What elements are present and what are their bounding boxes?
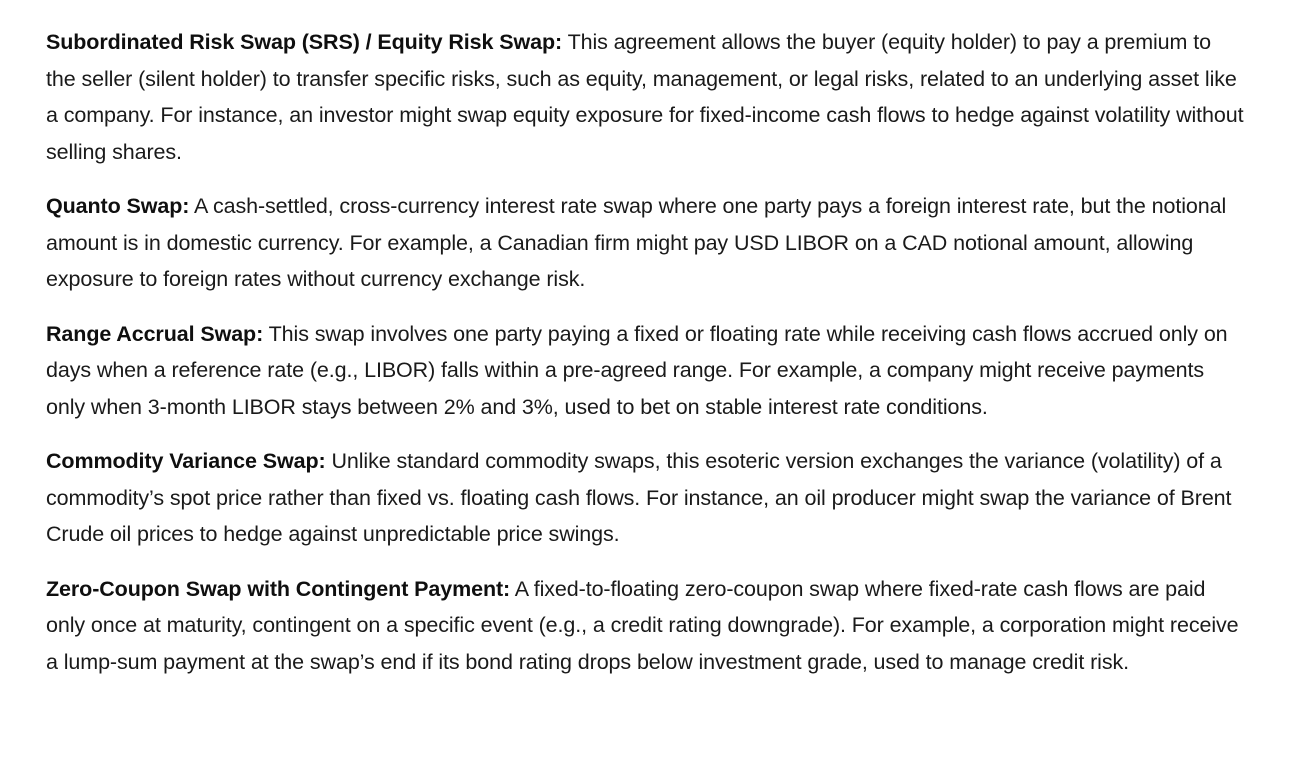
definition-paragraph-commodity-variance (46, 443, 1246, 553)
definition-separator: : (182, 194, 190, 218)
definition-description: This agreement allows the buyer (equity holder) to pay a premium to the seller (silent holder) to transfer specific risks, such as equity, management, or legal risks, related to an underlying asset like a company. For instance, an investor might swap equity exposure for fixed-income cash flows to hedge against volatility without selling shares. (46, 30, 1244, 164)
definition-term: Quanto Swap (46, 194, 183, 218)
definition-separator: : (503, 576, 511, 601)
definition-description: A cash-settled, cross-currency interest rate swap where one party pays a foreign interest rate, but the notional amount is in domestic currency. For example, a Canadian firm might pay USD LIBOR on a CAD notional amount, allowing exposure to foreign rates without currency exchange risk. (46, 194, 1227, 291)
definition-paragraph-quanto (46, 188, 1246, 298)
definition-paragraph-srs (46, 24, 1246, 170)
definition-term: Zero-Coupon Swap with Contingent Payment (46, 576, 504, 601)
definition-separator: : (256, 321, 264, 346)
definition-description: A fixed-to-floating zero-coupon swap where fixed-rate cash flows are paid only once at maturity, contingent on a specific event (e.g., a credit rating downgrade). For example, a corporation might receive a lump-sum payment at the swap’s end if its bond rating drops below investment grade, used to manage credit risk. (46, 576, 1239, 674)
definition-term: Commodity Variance Swap (46, 449, 319, 473)
definition-paragraph-zero-coupon (46, 571, 1246, 681)
swap-definitions-list (46, 24, 1246, 698)
definition-term: Range Accrual Swap (46, 321, 257, 346)
definition-paragraph-range-accrual (46, 316, 1246, 426)
definition-separator: : (555, 30, 563, 54)
definition-description: Unlike standard commodity swaps, this esoteric version exchanges the variance (volatility) of a commodity’s spot price rather than fixed vs. floating cash flows. For instance, an oil producer might swap the variance of Brent Crude oil prices to hedge against unpredictable price swings. (46, 449, 1232, 546)
definition-separator: : (318, 449, 326, 473)
definition-term: Subordinated Risk Swap (SRS) / Equity Risk Swap (46, 30, 556, 54)
definition-description: This swap involves one party paying a fixed or floating rate while receiving cash flows accrued only on days when a reference rate (e.g., LIBOR) falls within a pre-agreed range. For example, a company might receive payments only when 3-month LIBOR stays between 2% and 3%, used to bet on stable interest rate conditions. (46, 321, 1228, 419)
